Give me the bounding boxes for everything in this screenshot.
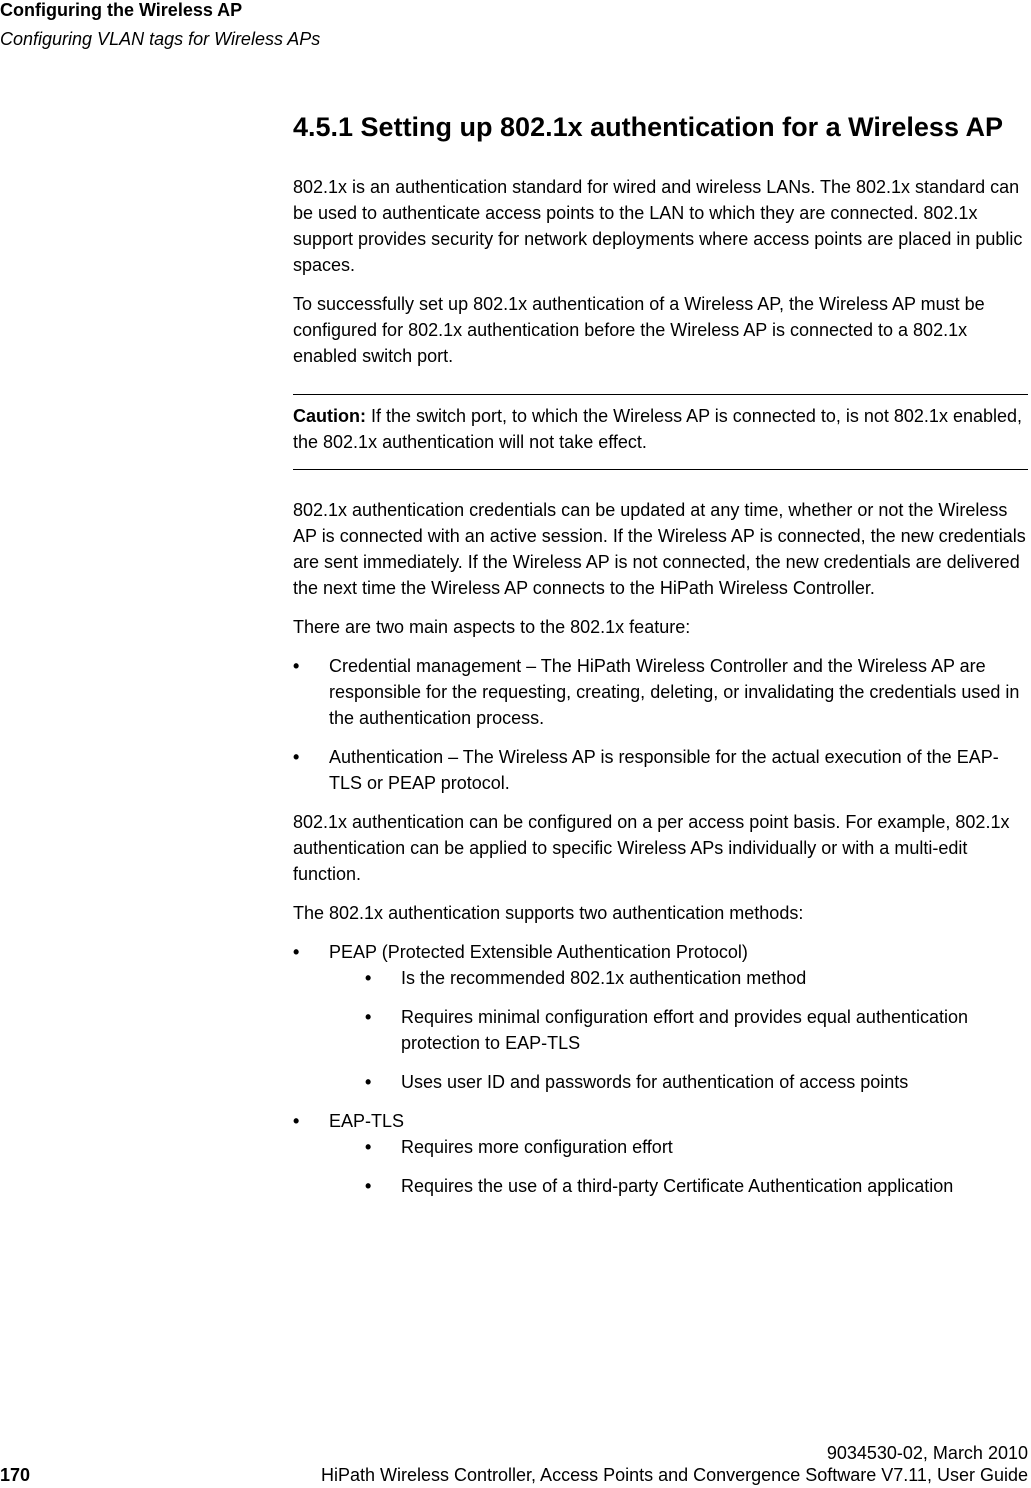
main-content: [293, 110, 1028, 1212]
bullet-icon: •: [365, 1176, 372, 1196]
section-heading: 4.5.1 Setting up 802.1x authentication for a Wireless AP: [293, 112, 1003, 142]
credentials-paragraph: 802.1x authentication credentials can be updated at any time, whether or not the Wireless AP is connected with an active session. If the Wireless AP is connected, the new credentials are sent immediately. If the Wireless AP is not connected, the new credentials are delivered the next time the Wireless AP connects to the HiPath Wireless Controller.: [293, 500, 1026, 598]
caution-label: Caution:: [293, 406, 366, 426]
setup-paragraph: To successfully set up 802.1x authentication of a Wireless AP, the Wireless AP must be configured for 802.1x authentication before the Wireless AP is connected to a 802.1x enabled switch port.: [293, 294, 985, 366]
bullet-icon: •: [365, 968, 372, 988]
intro-paragraph: 802.1x is an authentication standard for wired and wireless LANs. The 802.1x standard can be used to authenticate access points to the LAN to which they are connected. 802.1x support provides security for network deployments where access points are placed in public spaces.: [293, 177, 1023, 275]
method-name: PEAP (Protected Extensible Authentication Protocol): [329, 942, 748, 962]
list-item: [293, 1108, 1028, 1199]
bullet-icon: •: [365, 1007, 372, 1027]
running-header: [0, 0, 320, 50]
bullet-icon: •: [293, 942, 300, 962]
section-subtitle: Configuring VLAN tags for Wireless APs: [0, 29, 321, 49]
method-name: EAP-TLS: [329, 1111, 405, 1131]
chapter-title: Configuring the Wireless AP: [0, 0, 243, 20]
footer-doc-title: HiPath Wireless Controller, Access Points and Convergence Software V7.11, User Guide: [320, 1465, 1028, 1485]
list-item-text: Authentication – The Wireless AP is responsible for the actual execution of the EAP-TLS or PEAP protocol.: [329, 747, 999, 793]
page-footer: [0, 1442, 1031, 1486]
list-item: [293, 744, 1028, 796]
per-ap-paragraph: 802.1x authentication can be configured on a per access point basis. For example, 802.1x authentication can be applied to specific Wireless APs individually or with a multi-edit function.: [293, 812, 1010, 884]
list-item-text: Requires minimal configuration effort and provides equal authentication protection to EAP-TLS: [401, 1007, 969, 1053]
list-item-text: Is the recommended 802.1x authentication method: [401, 968, 807, 988]
list-item-text: Requires more configuration effort: [401, 1137, 673, 1157]
footer-row: [0, 1464, 1031, 1486]
list-item: [329, 1069, 1028, 1095]
aspects-list: [293, 653, 1028, 796]
list-item-text: Uses user ID and passwords for authentication of access points: [401, 1072, 909, 1092]
list-item-text: Requires the use of a third-party Certificate Authentication application: [401, 1176, 954, 1196]
list-item: [293, 939, 1028, 1095]
caution-box: [293, 394, 1028, 470]
caution-text: If the switch port, to which the Wireless AP is connected to, is not 802.1x enabled, the 802.1x authentication will not take effect.: [293, 406, 1023, 452]
methods-list: [293, 939, 1028, 1199]
list-item: [329, 965, 1028, 991]
list-item: [293, 653, 1028, 731]
footer-doc-id: 9034530-02, March 2010: [826, 1443, 1028, 1463]
methods-intro: The 802.1x authentication supports two authentication methods:: [293, 903, 804, 923]
page-number: 170: [0, 1465, 31, 1485]
eap-tls-points-list: [329, 1134, 1028, 1199]
peap-points-list: [329, 965, 1028, 1095]
list-item-text: Credential management – The HiPath Wireless Controller and the Wireless AP are responsible for the requesting, creating, deleting, or invalidating the credentials used in the authentication process.: [329, 656, 1020, 728]
bullet-icon: •: [293, 747, 300, 767]
aspects-intro: There are two main aspects to the 802.1x feature:: [293, 617, 691, 637]
bullet-icon: •: [365, 1137, 372, 1157]
list-item: [329, 1134, 1028, 1160]
list-item: [329, 1004, 1028, 1056]
bullet-icon: •: [293, 1111, 300, 1131]
list-item: [329, 1173, 1028, 1199]
bullet-icon: •: [293, 656, 300, 676]
bullet-icon: •: [365, 1072, 372, 1092]
